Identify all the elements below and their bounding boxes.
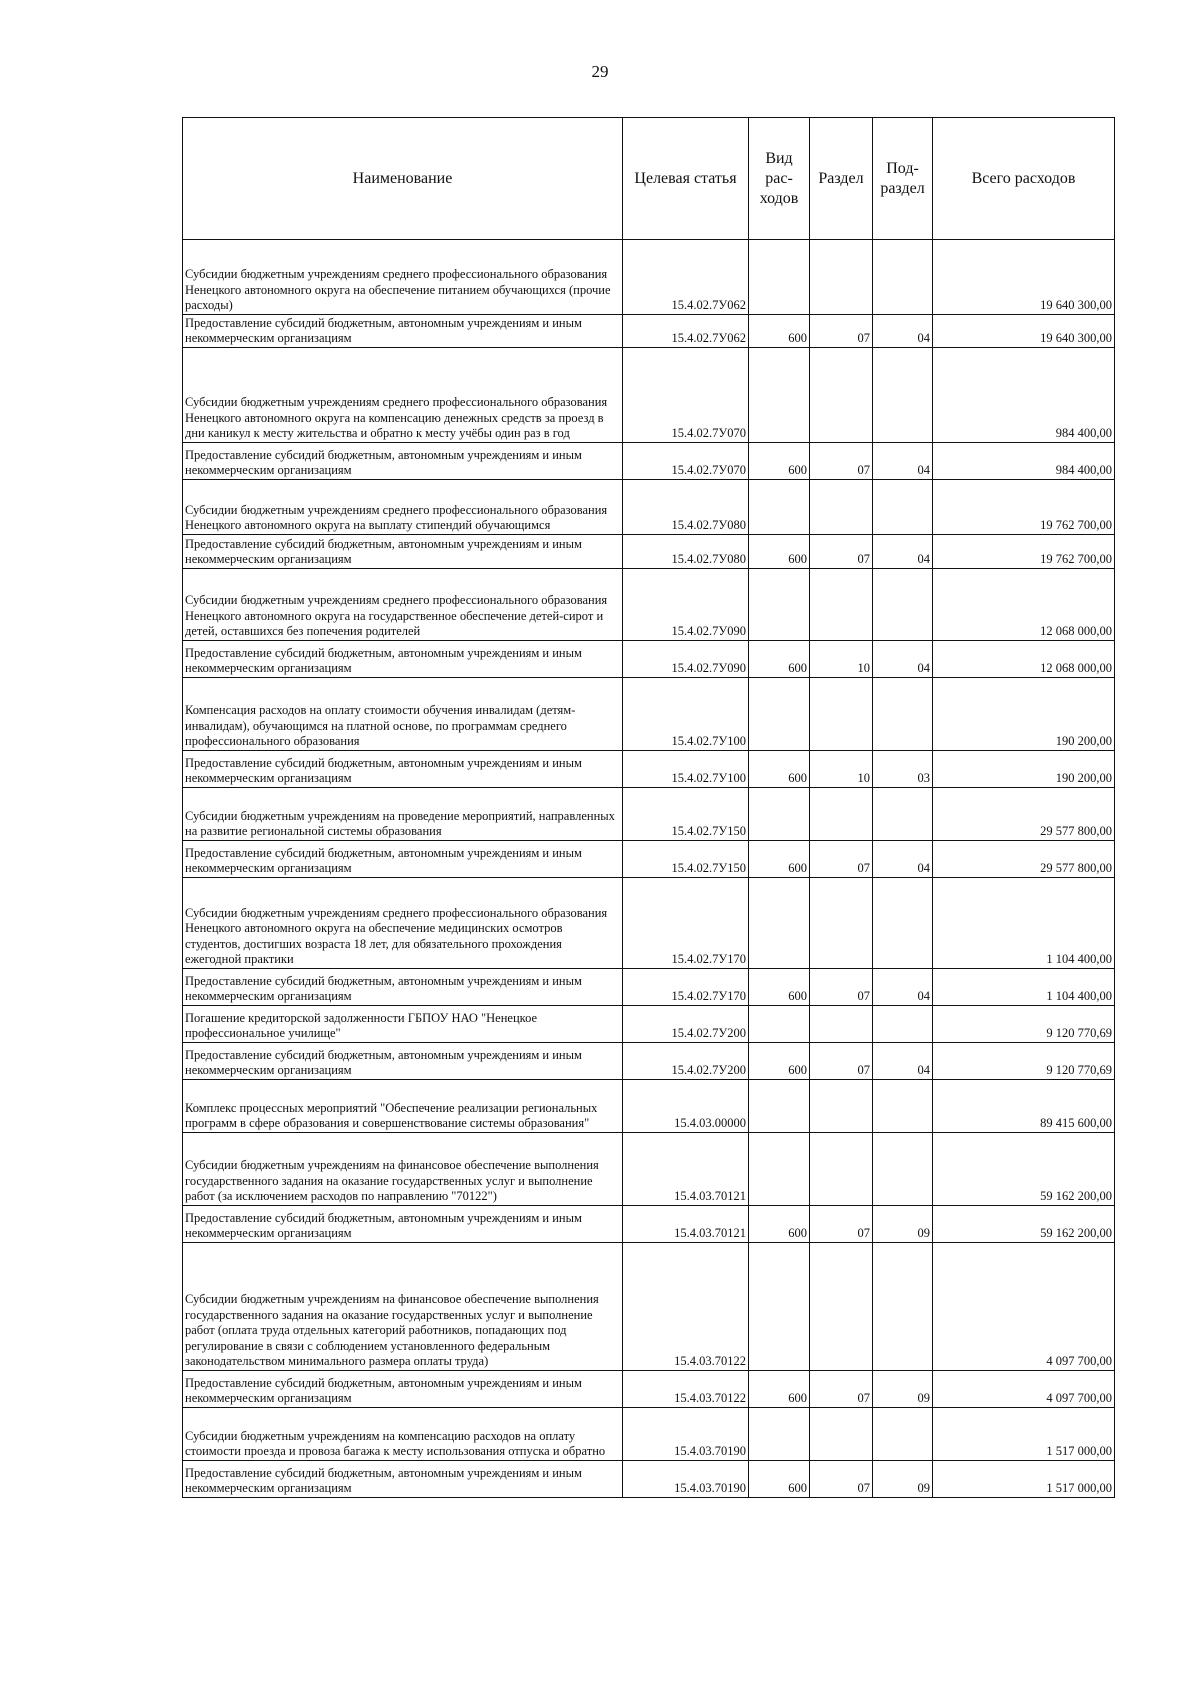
cell-section: 07 [810, 443, 873, 480]
cell-section: 07 [810, 1371, 873, 1408]
cell-expense-type [749, 240, 810, 315]
cell-total: 59 162 200,00 [933, 1133, 1115, 1206]
cell-subsection: 04 [873, 641, 933, 678]
header-subsection-line2: раздел [880, 179, 925, 197]
header-total: Всего расходов [933, 118, 1115, 240]
cell-name: Субсидии бюджетным учреждениям на финансовое обеспечение выполнения государственного задания на оказание государственных услуг и выполнение работ (оплата труда отдельных категорий работников, попадающих под регулирование в связи с соблюдением установленного федеральным законодательством минимального размера оплаты труда) [183, 1243, 623, 1371]
cell-target-article: 15.4.02.7У070 [623, 348, 749, 443]
budget-table [182, 117, 1115, 1498]
cell-name: Комплекс процессных мероприятий "Обеспечение реализации региональных программ в сфере образования и совершенствование системы образования" [183, 1080, 623, 1133]
cell-target-article: 15.4.02.7У080 [623, 480, 749, 535]
table-row [183, 1133, 1115, 1206]
cell-name: Предоставление субсидий бюджетным, автономным учреждениям и иным некоммерческим организациям [183, 1043, 623, 1080]
cell-subsection: 04 [873, 315, 933, 348]
cell-name: Предоставление субсидий бюджетным, автономным учреждениям и иным некоммерческим организациям [183, 1206, 623, 1243]
header-expense-type [749, 118, 810, 240]
cell-expense-type [749, 678, 810, 751]
cell-expense-type: 600 [749, 535, 810, 569]
cell-total: 1 517 000,00 [933, 1408, 1115, 1461]
cell-section [810, 348, 873, 443]
cell-target-article: 15.4.02.7У080 [623, 535, 749, 569]
cell-name: Компенсация расходов на оплату стоимости обучения инвалидам (детям-инвалидам), обучающимся на платной основе, по программам среднего профессионального образования [183, 678, 623, 751]
cell-name: Предоставление субсидий бюджетным, автономным учреждениям и иным некоммерческим организациям [183, 443, 623, 480]
table-body [183, 240, 1115, 1498]
cell-name: Субсидии бюджетным учреждениям среднего профессионального образования Ненецкого автономного округа на государственное обеспечение детей-сирот и детей, оставшихся без попечения родителей [183, 569, 623, 641]
cell-subsection: 03 [873, 751, 933, 788]
cell-section [810, 1133, 873, 1206]
cell-subsection [873, 1006, 933, 1043]
table-row [183, 1371, 1115, 1408]
cell-subsection [873, 1243, 933, 1371]
cell-subsection: 04 [873, 443, 933, 480]
cell-subsection [873, 348, 933, 443]
cell-section [810, 678, 873, 751]
table-row [183, 788, 1115, 841]
cell-total: 9 120 770,69 [933, 1043, 1115, 1080]
header-subsection-line1: Под- [886, 159, 919, 177]
cell-expense-type [749, 1133, 810, 1206]
cell-section: 07 [810, 1043, 873, 1080]
cell-section [810, 788, 873, 841]
cell-section [810, 1006, 873, 1043]
cell-name: Предоставление субсидий бюджетным, автономным учреждениям и иным некоммерческим организациям [183, 315, 623, 348]
table-row [183, 569, 1115, 641]
cell-target-article: 15.4.03.70121 [623, 1206, 749, 1243]
cell-target-article: 15.4.02.7У062 [623, 315, 749, 348]
cell-total: 19 640 300,00 [933, 240, 1115, 315]
cell-section: 07 [810, 535, 873, 569]
cell-expense-type: 600 [749, 1043, 810, 1080]
cell-total: 29 577 800,00 [933, 841, 1115, 878]
cell-section [810, 569, 873, 641]
cell-total: 190 200,00 [933, 678, 1115, 751]
cell-section [810, 240, 873, 315]
cell-target-article: 15.4.03.70190 [623, 1408, 749, 1461]
cell-expense-type: 600 [749, 841, 810, 878]
table-row [183, 1243, 1115, 1371]
cell-total: 1 104 400,00 [933, 878, 1115, 969]
table-row [183, 1043, 1115, 1080]
cell-total: 19 762 700,00 [933, 480, 1115, 535]
cell-name: Субсидии бюджетным учреждениям среднего профессионального образования Ненецкого автономного округа на обеспечение медицинских осмотров студентов, достигших возраста 18 лет, для обязательного прохождения ежегодной практики [183, 878, 623, 969]
cell-total: 984 400,00 [933, 443, 1115, 480]
table-header-row [183, 118, 1115, 240]
cell-total: 984 400,00 [933, 348, 1115, 443]
cell-name: Субсидии бюджетным учреждениям среднего профессионального образования Ненецкого автономного округа на обеспечение питанием обучающихся (прочие расходы) [183, 240, 623, 315]
cell-target-article: 15.4.02.7У170 [623, 969, 749, 1006]
cell-name: Погашение кредиторской задолженности ГБПОУ НАО "Ненецкое профессиональное училище" [183, 1006, 623, 1043]
cell-total: 4 097 700,00 [933, 1371, 1115, 1408]
cell-subsection: 04 [873, 841, 933, 878]
cell-expense-type: 600 [749, 1206, 810, 1243]
table-row [183, 443, 1115, 480]
cell-expense-type [749, 348, 810, 443]
table-row [183, 1408, 1115, 1461]
cell-target-article: 15.4.03.00000 [623, 1080, 749, 1133]
cell-name: Предоставление субсидий бюджетным, автономным учреждениям и иным некоммерческим организациям [183, 969, 623, 1006]
table-row [183, 480, 1115, 535]
cell-total: 59 162 200,00 [933, 1206, 1115, 1243]
table-row [183, 1006, 1115, 1043]
header-expense-type-line3: ходов [759, 189, 799, 207]
cell-section: 07 [810, 1206, 873, 1243]
header-subsection [873, 118, 933, 240]
cell-subsection: 04 [873, 535, 933, 569]
cell-total: 29 577 800,00 [933, 788, 1115, 841]
table-row [183, 1080, 1115, 1133]
cell-subsection [873, 240, 933, 315]
cell-section [810, 480, 873, 535]
table-row [183, 751, 1115, 788]
table-row [183, 1461, 1115, 1498]
table-row [183, 878, 1115, 969]
cell-name: Предоставление субсидий бюджетным, автономным учреждениям и иным некоммерческим организациям [183, 841, 623, 878]
cell-subsection: 09 [873, 1206, 933, 1243]
cell-total: 19 640 300,00 [933, 315, 1115, 348]
cell-target-article: 15.4.03.70122 [623, 1371, 749, 1408]
cell-target-article: 15.4.02.7У150 [623, 788, 749, 841]
cell-section: 07 [810, 315, 873, 348]
cell-total: 12 068 000,00 [933, 641, 1115, 678]
header-expense-type-line2: рас- [765, 169, 793, 187]
cell-subsection [873, 1408, 933, 1461]
header-section: Раздел [810, 118, 873, 240]
cell-subsection [873, 878, 933, 969]
cell-expense-type: 600 [749, 641, 810, 678]
cell-expense-type [749, 1243, 810, 1371]
cell-expense-type: 600 [749, 969, 810, 1006]
cell-total: 9 120 770,69 [933, 1006, 1115, 1043]
cell-section [810, 1408, 873, 1461]
cell-expense-type [749, 569, 810, 641]
cell-name: Субсидии бюджетным учреждениям среднего профессионального образования Ненецкого автономного округа на выплату стипендий обучающимся [183, 480, 623, 535]
cell-target-article: 15.4.02.7У150 [623, 841, 749, 878]
page-number: 29 [591, 62, 609, 81]
cell-name: Субсидии бюджетным учреждениям на компенсацию расходов на оплату стоимости проезда и провоза багажа к месту использования отпуска и обратно [183, 1408, 623, 1461]
cell-name: Предоставление субсидий бюджетным, автономным учреждениям и иным некоммерческим организациям [183, 1371, 623, 1408]
cell-total: 19 762 700,00 [933, 535, 1115, 569]
cell-target-article: 15.4.02.7У170 [623, 878, 749, 969]
cell-expense-type [749, 1408, 810, 1461]
cell-name: Субсидии бюджетным учреждениям среднего профессионального образования Ненецкого автономного округа на компенсацию денежных средств за проезд в дни каникул к месту жительства и обратно к месту учёбы один раз в год [183, 348, 623, 443]
cell-target-article: 15.4.02.7У070 [623, 443, 749, 480]
cell-target-article: 15.4.03.70121 [623, 1133, 749, 1206]
cell-subsection: 04 [873, 969, 933, 1006]
cell-name: Предоставление субсидий бюджетным, автономным учреждениям и иным некоммерческим организациям [183, 1461, 623, 1498]
cell-expense-type [749, 788, 810, 841]
cell-subsection [873, 1133, 933, 1206]
cell-target-article: 15.4.02.7У062 [623, 240, 749, 315]
cell-target-article: 15.4.02.7У090 [623, 641, 749, 678]
cell-subsection: 09 [873, 1371, 933, 1408]
cell-name: Субсидии бюджетным учреждениям на проведение мероприятий, направленных на развитие региональной системы образования [183, 788, 623, 841]
cell-target-article: 15.4.02.7У200 [623, 1006, 749, 1043]
cell-subsection [873, 788, 933, 841]
cell-section: 07 [810, 1461, 873, 1498]
table-row [183, 240, 1115, 315]
cell-subsection [873, 678, 933, 751]
cell-section: 07 [810, 841, 873, 878]
cell-section [810, 1243, 873, 1371]
cell-name: Предоставление субсидий бюджетным, автономным учреждениям и иным некоммерческим организациям [183, 641, 623, 678]
cell-total: 190 200,00 [933, 751, 1115, 788]
cell-total: 1 517 000,00 [933, 1461, 1115, 1498]
table-row [183, 535, 1115, 569]
cell-section [810, 1080, 873, 1133]
cell-section [810, 878, 873, 969]
cell-target-article: 15.4.03.70122 [623, 1243, 749, 1371]
cell-total: 89 415 600,00 [933, 1080, 1115, 1133]
cell-target-article: 15.4.02.7У100 [623, 751, 749, 788]
cell-section: 07 [810, 969, 873, 1006]
table-row [183, 678, 1115, 751]
cell-target-article: 15.4.02.7У200 [623, 1043, 749, 1080]
cell-expense-type: 600 [749, 1461, 810, 1498]
cell-total: 1 104 400,00 [933, 969, 1115, 1006]
cell-expense-type: 600 [749, 315, 810, 348]
header-name: Наименование [183, 118, 623, 240]
cell-subsection [873, 569, 933, 641]
header-target-article: Целевая статья [623, 118, 749, 240]
table-row [183, 315, 1115, 348]
cell-expense-type [749, 1080, 810, 1133]
cell-expense-type: 600 [749, 751, 810, 788]
cell-expense-type: 600 [749, 1371, 810, 1408]
cell-subsection [873, 480, 933, 535]
cell-total: 12 068 000,00 [933, 569, 1115, 641]
cell-name: Предоставление субсидий бюджетным, автономным учреждениям и иным некоммерческим организациям [183, 535, 623, 569]
cell-total: 4 097 700,00 [933, 1243, 1115, 1371]
cell-name: Субсидии бюджетным учреждениям на финансовое обеспечение выполнения государственного задания на оказание государственных услуг и выполнение работ (за исключением расходов по направлению "70122") [183, 1133, 623, 1206]
table-row [183, 348, 1115, 443]
cell-expense-type [749, 878, 810, 969]
table-row [183, 1206, 1115, 1243]
cell-expense-type: 600 [749, 443, 810, 480]
cell-name: Предоставление субсидий бюджетным, автономным учреждениям и иным некоммерческим организациям [183, 751, 623, 788]
cell-expense-type [749, 480, 810, 535]
cell-subsection: 04 [873, 1043, 933, 1080]
table-row [183, 969, 1115, 1006]
cell-section: 10 [810, 641, 873, 678]
cell-target-article: 15.4.02.7У090 [623, 569, 749, 641]
cell-expense-type [749, 1006, 810, 1043]
cell-subsection: 09 [873, 1461, 933, 1498]
header-expense-type-line1: Вид [765, 149, 793, 167]
table-row [183, 641, 1115, 678]
cell-subsection [873, 1080, 933, 1133]
cell-section: 10 [810, 751, 873, 788]
cell-target-article: 15.4.02.7У100 [623, 678, 749, 751]
cell-target-article: 15.4.03.70190 [623, 1461, 749, 1498]
table-row [183, 841, 1115, 878]
